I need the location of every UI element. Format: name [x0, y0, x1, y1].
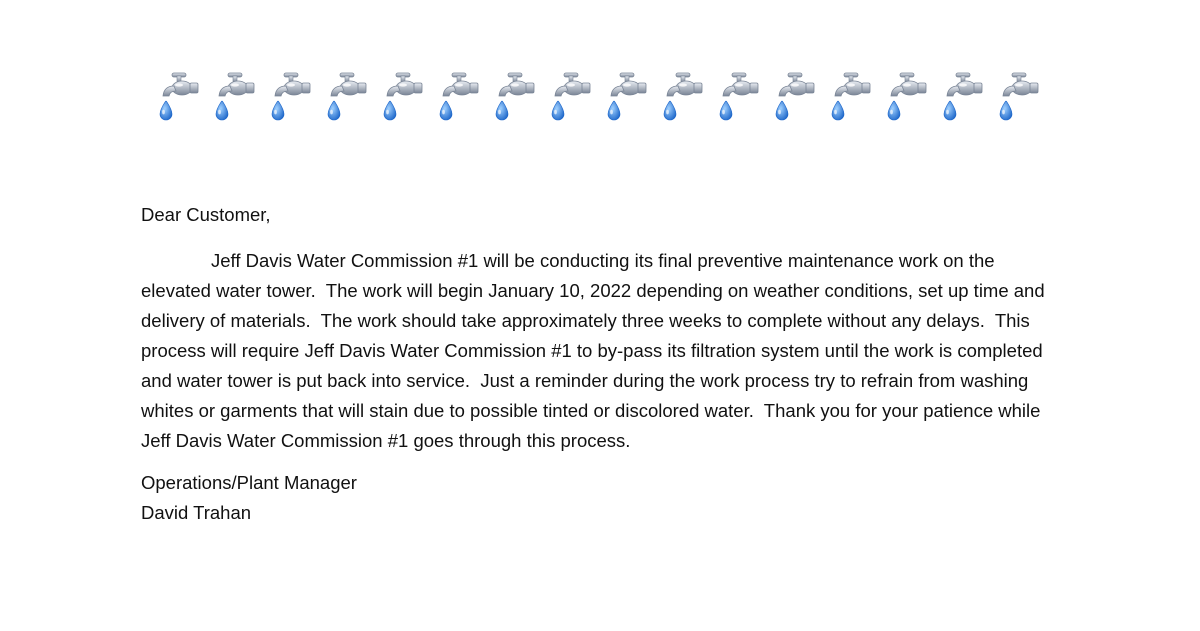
- faucet-water-drop-icon: [488, 70, 536, 126]
- faucet-water-drop-icon: [936, 70, 984, 126]
- faucet-water-drop-icon: [768, 70, 816, 126]
- letter: [141, 200, 1066, 528]
- faucet-water-drop-icon: [264, 70, 312, 126]
- faucet-water-drop-icon: [880, 70, 928, 126]
- faucet-water-drop-icon: [320, 70, 368, 126]
- faucet-icon-row: [152, 70, 1052, 126]
- signature-name: David Trahan: [141, 502, 252, 523]
- faucet-water-drop-icon: [376, 70, 424, 126]
- signature-block: [141, 468, 1066, 528]
- faucet-water-drop-icon: [152, 70, 200, 126]
- faucet-water-drop-icon: [656, 70, 704, 126]
- faucet-water-drop-icon: [992, 70, 1040, 126]
- faucet-water-drop-icon: [600, 70, 648, 126]
- signature-title: Operations/Plant Manager: [141, 472, 357, 493]
- faucet-water-drop-icon: [824, 70, 872, 126]
- faucet-water-drop-icon: [544, 70, 592, 126]
- faucet-water-drop-icon: [712, 70, 760, 126]
- faucet-water-drop-icon: [208, 70, 256, 126]
- letter-body: Jeff Davis Water Commission #1 will be conducting its final preventive maintenance work on the elevated water tower. The work will begin January 10, 2022 depending on weather conditions, set up time and delivery of materials. The work should take approximately three weeks to complete without any delays. This process will require Jeff Davis Water Commission #1 to by-pass its filtration system until the work is completed and water tower is put back into service. Just a reminder during the work process try to refrain from washing whites or garments that will stain due to possible tinted or discolored water. Thank you for your patience while Jeff Davis Water Commission #1 goes through this process.: [141, 250, 1050, 451]
- salutation: Dear Customer,: [141, 204, 271, 225]
- faucet-water-drop-icon: [432, 70, 480, 126]
